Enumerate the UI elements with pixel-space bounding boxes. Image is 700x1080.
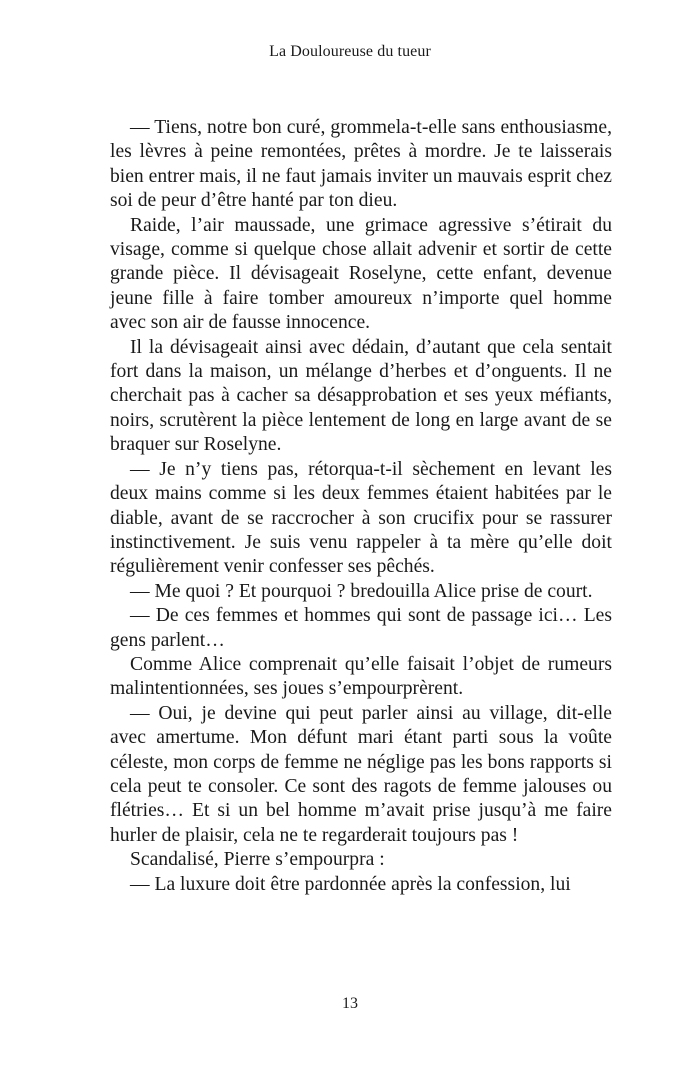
- paragraph: — Je n’y tiens pas, rétorqua-t-il sèchement en levant les deux mains comme si les deux femmes étaient habitées par le diable, avant de se raccrocher à son crucifix pour se rassurer instinctivement. Je suis venu rappeler à ta mère qu’elle doit régulièrement venir confesser ses pêchés.: [110, 458, 612, 578]
- paragraph: — De ces femmes et hommes qui sont de passage ici… Les gens parlent…: [110, 605, 612, 651]
- paragraph: — Tiens, notre bon curé, grommela-t-elle sans enthousiasme, les lèvres à peine remontées, prêtes à mordre. Je te laisserais bien entrer mais, il ne faut jamais inviter un mauvais esprit chez soi de peur d’être hanté par ton dieu.: [110, 117, 612, 212]
- paragraph: Raide, l’air maussade, une grimace agressive s’étirait du visage, comme si quelque chose allait advenir et sortir de cette grande pièce. Il dévisageait Roselyne, cette enfant, devenue jeune fille à faire tomber amoureux n’importe quel homme avec son air de fausse innocence.: [110, 214, 612, 334]
- paragraph: — La luxure doit être pardonnée après la confession, lui: [130, 873, 571, 895]
- paragraph: — Oui, je devine qui peut parler ainsi au village, dit-elle avec amertume. Mon défunt mari étant parti sous la voûte céleste, mon corps de femme ne néglige pas les bons rapports si cela peut te consoler. Ce sont des ragots de femme jalouses ou flétries… Et si un bel homme m’avait prise jusqu’à me faire hurler de plaisir, cela ne te regarderait toujours pas !: [110, 702, 612, 846]
- paragraph: — Me quoi ? Et pourquoi ? bredouilla Alice prise de court.: [130, 580, 593, 602]
- paragraph: Il la dévisageait ainsi avec dédain, d’autant que cela sentait fort dans la maison, un mélange d’herbes et d’onguents. Il ne cherchait pas à cacher sa désapprobation et ses yeux méfiants, noirs, scrutèrent la pièce lentement de long en large avant de se braquer sur Roselyne.: [110, 336, 612, 456]
- body-text: [110, 116, 612, 897]
- page-number: 13: [342, 995, 358, 1012]
- running-title: La Douloureuse du tueur: [269, 43, 431, 60]
- paragraph: Scandalisé, Pierre s’empourpra :: [130, 849, 385, 871]
- paragraph: Comme Alice comprenait qu’elle faisait l’objet de rumeurs malintentionnées, ses joues s’empourprèrent.: [110, 653, 612, 700]
